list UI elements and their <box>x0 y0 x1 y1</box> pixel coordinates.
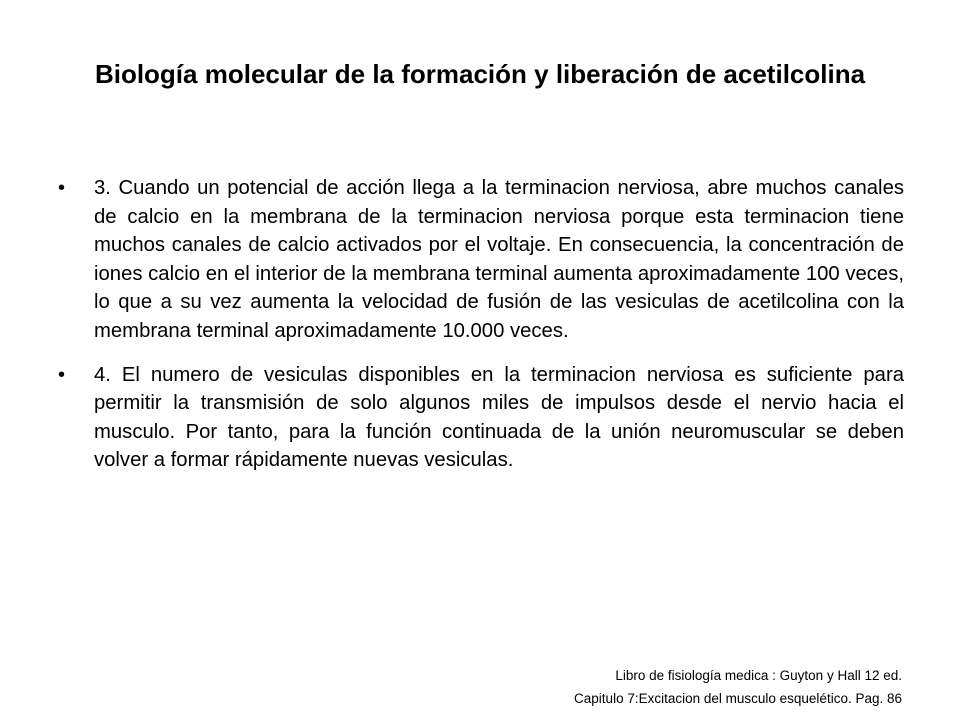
reference-book: Libro de fisiología medica : Guyton y Hall 12 ed. <box>615 668 902 683</box>
reference-chapter: Capitulo 7:Excitacion del musculo esquelético. Pag. 86 <box>574 691 902 706</box>
bullet-item-calcium-channels <box>58 174 904 346</box>
bullet-item-vesicle-renewal <box>58 361 904 475</box>
bullet-text: 3. Cuando un potencial de acción llega a la terminacion nerviosa, abre muchos canales de calcio en la membrana de la terminacion nerviosa porque esta terminacion tiene muchos canales de calcio activados por el voltaje. En consecuencia, la concentración de iones calcio en el interior de la membrana terminal aumenta aproximadamente 100 veces, lo que a su vez aumenta la velocidad de fusión de las vesiculas de acetilcolina con la membrana terminal aproximadamente 10.000 veces. <box>94 177 904 342</box>
bullet-text: 4. El numero de vesiculas disponibles en la terminacion nerviosa es suficiente para permitir la transmisión de solo algunos miles de impulsos desde el nervio hacia el musculo. Por tanto, para la función continuada de la unión neuromuscular se deben volver a formar rápidamente nuevas vesiculas. <box>94 363 904 472</box>
bullet-icon: • <box>58 177 66 199</box>
bullet-list <box>58 174 904 490</box>
bullet-icon: • <box>58 363 66 386</box>
reference-note <box>382 664 902 710</box>
slide-title: Biología molecular de la formación y liberación de acetilcolina <box>94 59 866 89</box>
